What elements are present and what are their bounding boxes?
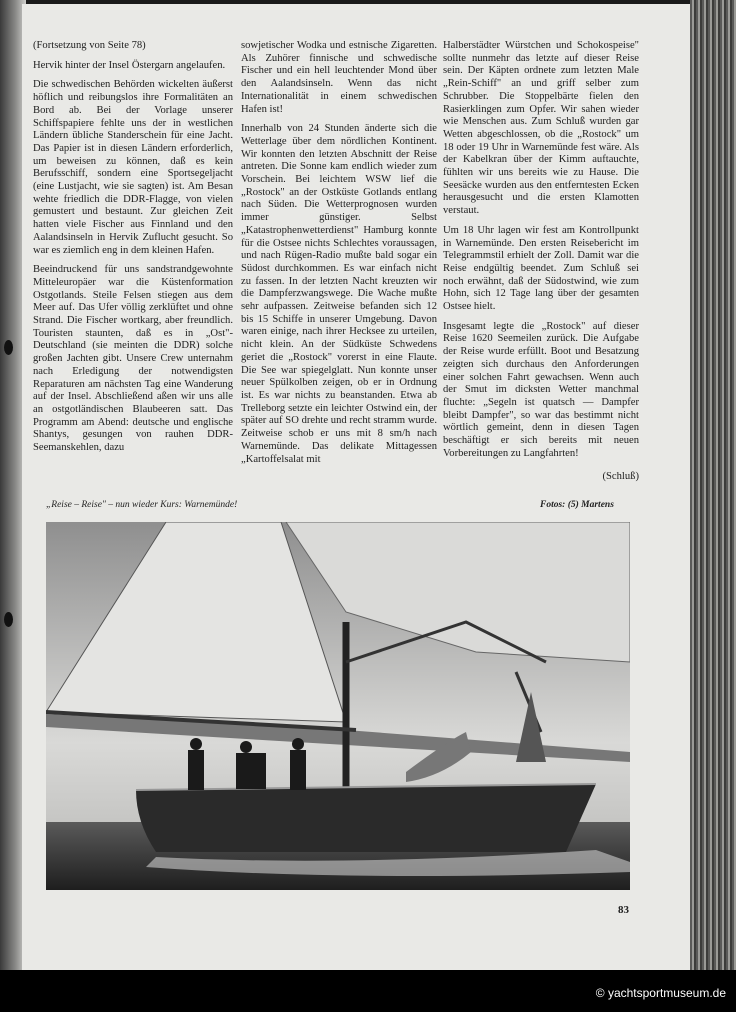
paragraph: Die schwedischen Behörden wickelten äußerst höflich und reibungslos ihre Formalitäten an Bord ab. Bei der Vorlage unserer Schiffspapiere fehlte uns der in westlichen Ländern übliche Standerschein für eine Jacht. Das Papier ist in diesen Ländern erforderlich, um beweisen zu können, daß es kein Berufsschiff, sondern eine Sportsegeljacht (eine Lustjacht, wie sie sagten) ist. Am Besan wehte friedlich die DDR-Flagge, von vielen gemustert und bestaunt. Zur gleichen Zeit hatten viele Fischer aus Finnland und den Aalandsinseln in Hervik Zuflucht gesucht. So war es ziemlich eng in dem kleinen Hafen. [33,79,233,256]
page-number: 83 [618,904,629,916]
photo-credit: Fotos: (5) Martens [540,500,614,510]
article-column-3 [443,40,639,490]
binding-hole [4,612,13,627]
book-spine-edge [690,0,736,975]
paragraph: Innerhalb von 24 Stunden änderte sich die Wetterlage über dem nördlichen Kontinent. Wir konnten den letzten Abschnitt der Reise antreten. Die Sonne kam endlich wieder zum Vorschein. Bei leichtem WSW lief die „Rostock" an der Ostküste Gotlands entlang nach Süden. Die Wetterprognosen wurden immer günstiger. Selbst „Katastrophenwetterdienst" Hamburg konnte für die Ostsee nichts Schlechtes voraussagen, und nach Rügen-Radio mußte bald sogar ein Südost durchkommen. Es war einfach nicht zu fassen. In der letzten Nacht kreuzten wir die Dampferzwangswege. Die Wache mußte sehr aufpassen. Zeitweise befanden sich 12 bis 15 Schiffe in unserer Umgebung. Davon waren einige, nach ihrer Hecksee zu urteilen, nicht klein. An der Südküste Schwedens geriet die „Rostock" vorerst in eine Flaute. Die See war spiegelglatt. Nun konnte unser neuer Spülkolben zeigen, ob er in Ordnung ist. Es war nichts zu beanstanden. Etwa ab Trelleborg setzte ein leichter Ostwind ein, der später auf SO drehte und recht stramm wurde. Zeitweise schob er uns mit 8 sm/h nach Warnemünde. Das delikate Mittagessen „Kartoffelsalat mit [241,123,437,465]
sailing-yacht-photo [46,522,630,890]
watermark: © yachtsportmuseum.de [595,986,726,1000]
binding-hole [4,340,13,355]
paragraph: Insgesamt legte die „Rostock" auf dieser Reise 1620 Seemeilen zurück. Die Aufgabe der Reise wurde erfüllt. Boot und Besatzung zeigten sich durchaus den Anforderungen einer solchen Fahrt gewachsen. Wenn auch der Smut im dicksten Wetter manchmal fluchte: „Segeln ist quatsch — Dampfer bleibt Dampfer", so war das bestimmt nicht wörtlich gemeint, denn in diesen Tagen beschäftigt er sich bereits mit neuen Vorbereitungen zu Langfahrten! [443,320,639,459]
article-column-2 [241,40,437,473]
photo-caption: „Reise – Reise" – nun wieder Kurs: Warnemünde! [46,500,238,510]
paragraph: Um 18 Uhr lagen wir fest am Kontrollpunkt in Warnemünde. Den ersten Reisebericht im Telegrammstil erhielt der Zoll. Damit war die Reise endgültig beendet. Zum Schluß sei noch erwähnt, daß der Südostwind, wie zum Hohn, sich 12 Tage lang über der gesamten Ostsee hielt. [443,224,639,313]
article-column-1 [33,40,233,462]
paragraph: Hervik hinter der Insel Östergarn angelaufen. [33,59,226,71]
paragraph: Beeindruckend für uns sandstrandgewohnte Mitteleuropäer war die Küstenformation Ostgotlands. Steile Felsen stiegen aus dem Meer auf. Das Ufer völlig zerklüftet und ohne Strand. Die Fischer wortkarg, aber freundlich. Touristen staunten, daß es in „Ost"-Deutschland (sie meinten die DDR) solche großen Jachten gibt. Unsere Crew unternahm nach Erledigung der notwendigsten Reparaturen am nächsten Tag eine Wanderung auf der Insel. Abschließend aßen wir uns alle an ostgotländischen Blaubeeren satt. Das Programm am Abend: deutsche und englische Shantys, gesungen von rauhen DDR-Seemanskehlen, dazu [33,264,233,454]
continuation-note: (Fortsetzung von Seite 78) [33,40,146,51]
paragraph: sowjetischer Wodka und estnische Zigaretten. Als Zuhörer finnische und schwedische Fischer und ein hell leuchtender Mond über den Aalandsinseln. Wenn das nicht Internationalität in einem schwedischen Hafen ist! [241,40,437,115]
paragraph: Halberstädter Würstchen und Schokospeise" sollte nunmehr das letzte auf dieser Reise sein. Der Käpten ordnete zum letzten Male „Rein-Schiff" an und griff selber zum Schrubber. Die Stoppelbärte fielen den Rasierklingen zum Opfer. Wir sahen wieder wie Menschen aus. Zum Schluß wurden gar Wetten abgeschlossen, ob die „Rostock" um 18 oder 19 Uhr in Warnemünde fest wäre. Als der Kabelkran über der Kimm auftauchte, fühlten wir uns bereits wie zu Hause. Die Seesäcke wurden aus den entferntesten Ecken herausgesucht und die ersten Klamotten verstaut. [443,40,639,217]
end-mark: (Schluß) [602,470,639,482]
